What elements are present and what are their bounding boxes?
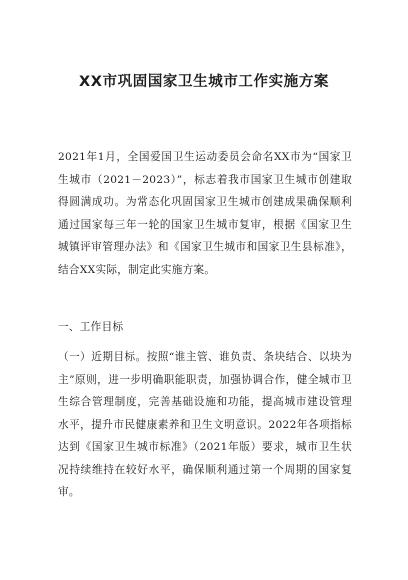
intro-paragraph: 2021年1月，全国爱国卫生运动委员会命名XX市为“国家卫生城市（2021－2023）”，标志着我市国家卫生城市创建取得圆满成功。为常态化巩固国家卫生城市创建成果确保顺利通过国家每三年一轮的国家卫生城市复审，根据《国家卫生城镇评审管理办法》和《国家卫生城市和国家卫生县标准》，结合XX实际，制定此实施方案。 xyxy=(58,151,352,276)
near-term-goal-paragraph: （一）近期目标。按照“谁主管、谁负责、条块结合、以块为主”原则，进一步明确职能职责，加强协调合作，健全城市卫生综合管理制度，完善基础设施和功能，提高城市建设管理水平，提升市民健康素养和卫生文明意识。2022年各项指标达到《国家卫生城市标准》（2021年版）要求，城市卫生状况持续维持在较好水平，确保顺利通过第一个周期的国家复审。 xyxy=(58,351,352,498)
section-heading-work-goals: 一、工作目标 xyxy=(58,321,124,333)
document-title: XX市巩固国家卫生城市工作实施方案 xyxy=(78,74,330,90)
